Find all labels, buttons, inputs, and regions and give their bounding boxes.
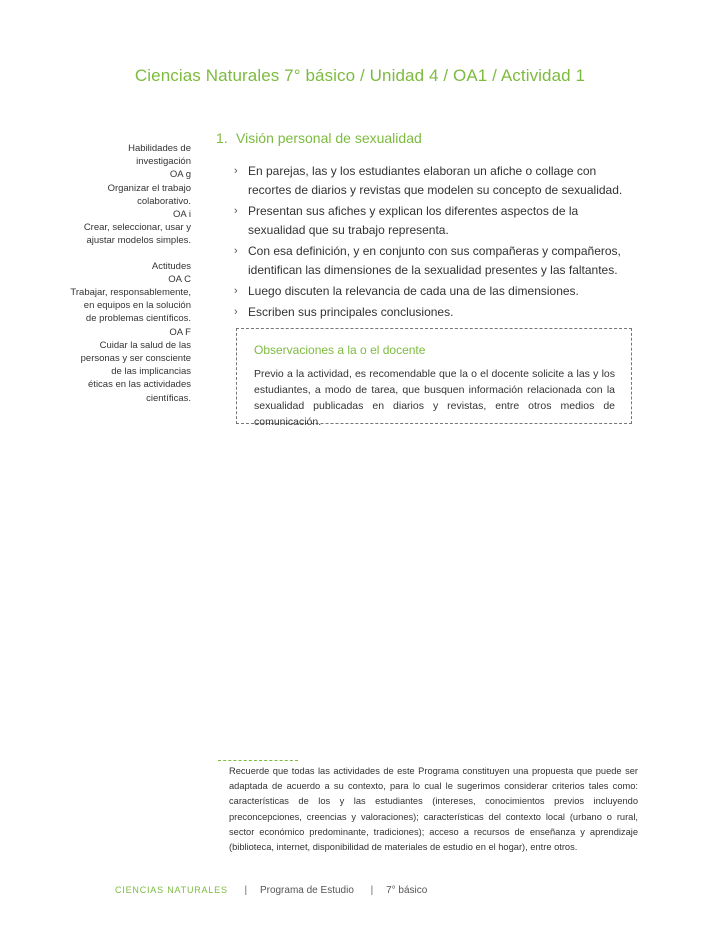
sidebar-line: científicas. (146, 392, 191, 404)
sidebar-line: personas y ser consciente (80, 353, 191, 365)
activity-steps (216, 162, 636, 322)
sidebar-line: en equipos en la solución (83, 300, 191, 312)
sidebar-line: Trabajar, responsablemente, (70, 287, 191, 299)
sidebar-line: Crear, seleccionar, usar y (83, 222, 191, 234)
sidebar-line: OA C (168, 273, 191, 285)
list-item: › Presentan sus afiches y explican los diferentes aspectos de la sexualidad que su trabajo representa. (234, 204, 579, 237)
section-title: Visión personal de sexualidad (236, 130, 422, 146)
page-title: Ciencias Naturales 7° básico / Unidad 4 / OA1 / Actividad 1 (134, 66, 586, 85)
footnote-divider (218, 760, 298, 761)
skills-block (60, 142, 191, 248)
sidebar-line: OA F (169, 326, 191, 338)
observations-title: Observaciones a la o el docente (254, 343, 426, 357)
section-number: 1. (216, 130, 228, 146)
list-item: › Escriben sus principales conclusiones. (234, 303, 636, 322)
chevron-right-icon: › (234, 285, 238, 297)
chevron-right-icon: › (234, 205, 238, 217)
attitudes-block (60, 260, 191, 405)
observations-text: Previo a la actividad, es recomendable que la o el docente solicite a las y los estudiantes, a modo de tarea, que busquen información relacionada con la sexualidad publicadas en diarios y revistas, entre otros medios de comunicación. (254, 368, 615, 428)
chevron-right-icon: › (234, 306, 238, 318)
sidebar-line: OA g (169, 169, 191, 181)
activity-content (216, 130, 636, 324)
sidebar-line: Habilidades de (128, 143, 191, 154)
sidebar-line: Organizar el trabajo (107, 182, 191, 194)
sidebar-line: OA i (173, 209, 191, 221)
page-footer (115, 885, 427, 896)
footer-separator: | (370, 885, 374, 896)
chevron-right-icon: › (234, 245, 238, 257)
footer-subject: CIENCIAS NATURALES (115, 885, 228, 895)
sidebar-line: de problemas científicos. (85, 313, 191, 325)
footer-separator: | (244, 885, 248, 896)
list-item: › Con esa definición, y en conjunto con sus compañeras y compañeros, identifican las dimensiones de la sexualidad presentes y las faltantes. (234, 244, 621, 277)
list-item: › Luego discuten la relevancia de cada una de las dimensiones. (234, 282, 636, 301)
sidebar-line: ajustar modelos simples. (86, 235, 191, 247)
footer-grade: 7° básico (386, 885, 428, 896)
sidebar-line: éticas en las actividades (88, 379, 191, 391)
list-item: › En parejas, las y los estudiantes elaboran un afiche o collage con recortes de diarios y revistas que modelen su concepto de sexualidad. (234, 164, 623, 197)
sidebar-line: colaborativo. (137, 195, 191, 207)
chevron-right-icon: › (234, 165, 238, 177)
section-heading (216, 130, 636, 146)
sidebar-objectives (60, 142, 191, 417)
teacher-observations-box (236, 328, 632, 428)
sidebar-line: Actitudes (151, 260, 191, 272)
sidebar-line: Cuidar la salud de las (99, 339, 191, 351)
footer-program: Programa de Estudio (259, 885, 354, 896)
sidebar-line: de las implicancias (111, 366, 191, 378)
footnote: Recuerde que todas las actividades de este Programa constituyen una propuesta que puede ser adaptada de acuerdo a su contexto, para lo cual le sugerimos considerar criterios tales como: características de los y las estudiantes (intereses, conocimientos previos incluyendo preconcepciones, creencias y valoraciones); características del contexto local (urbano o rural, sector económico predominante, tradiciones); acceso a recursos de enseñanza y aprendizaje (biblioteca, internet, disponibilidad de materiales de estudio en el hogar), entre otros. (229, 766, 638, 853)
sidebar-line: investigación (136, 156, 191, 168)
